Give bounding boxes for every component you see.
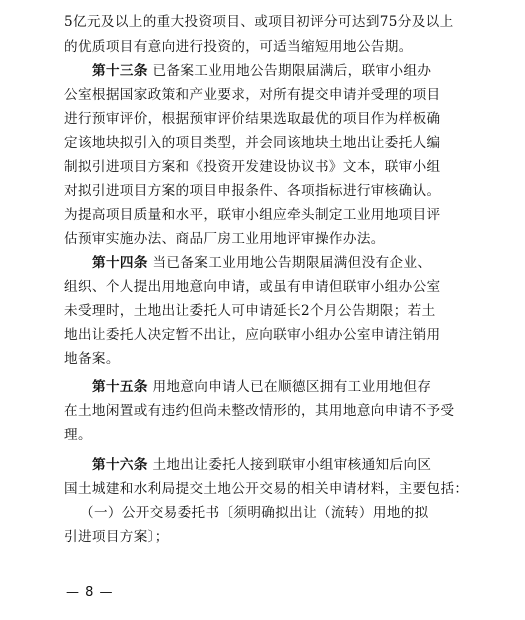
text-line: 公室根据国家政策和产业要求，对所有提交申请并受理的项目 xyxy=(64,87,441,103)
article-15 xyxy=(92,378,492,397)
text-line: 为提高项目质量和水平，联审小组应牵头制定工业用地项目评 xyxy=(64,207,441,223)
article-number: 第十三条 xyxy=(92,63,148,79)
text-line: 在土地闲置或有违约但尚未整改情形的，其用地意向申请不予受 xyxy=(64,403,455,419)
text-line: 组织、个人提出用地意向申请，或虽有申请但联审小组办公室 xyxy=(64,279,441,295)
text-line: 5亿元及以上的重大投资项目、或项目初评分可达到75分及以上 xyxy=(64,14,454,30)
text-line: 定该地块拟引入的项目类型，并会同该地块土地出让委托人编 xyxy=(64,135,441,151)
text-line: 国土城建和水利局提交土地公开交易的相关申请材料，主要包括： xyxy=(64,481,469,497)
list-item-1: （一）公开交易委托书〔须明确拟出让（流转）用地的拟 xyxy=(80,505,429,521)
text-line: 的优质项目有意向进行投资的，可适当缩短用地公告期。 xyxy=(64,39,413,55)
text-line: 制拟引进项目方案和《投资开发建设协议书》文本，联审小组 xyxy=(64,159,441,175)
text-line: 当已备案工业用地公告期限届满但没有企业、 xyxy=(152,255,432,271)
text-line: 进行预审评价，根据预审评价结果选取最优的项目作为样板确 xyxy=(64,111,441,127)
page-number: — 8 — xyxy=(66,585,114,600)
text-line: 对拟引进项目方案的项目申报条件、各项指标进行审核确认。 xyxy=(64,183,441,199)
text-line: 用地意向申请人已在顺德区拥有工业用地但存 xyxy=(152,379,432,395)
text-line: 地出让委托人决定暂不出让，应向联审小组办公室申请注销用 xyxy=(64,327,441,343)
text-line: 地备案。 xyxy=(64,351,120,367)
text-line: 理。 xyxy=(64,427,92,443)
text-line: 已备案工业用地公告期限届满后，联审小组办 xyxy=(152,63,432,79)
article-number: 第十五条 xyxy=(92,379,148,395)
article-number: 第十四条 xyxy=(92,255,148,271)
article-number: 第十六条 xyxy=(92,457,148,473)
text-line: 估预审实施办法、商品厂房工业用地评审操作办法。 xyxy=(64,231,385,247)
text-line: 未受理时，土地出让委托人可申请延长2个月公告期限；若土 xyxy=(64,303,436,319)
text-line: 引进项目方案〕； xyxy=(64,529,169,545)
text-line: 土地出让委托人接到联审小组审核通知后向区 xyxy=(152,457,432,473)
article-14 xyxy=(92,254,492,273)
article-16 xyxy=(92,456,492,475)
article-13 xyxy=(92,62,492,81)
